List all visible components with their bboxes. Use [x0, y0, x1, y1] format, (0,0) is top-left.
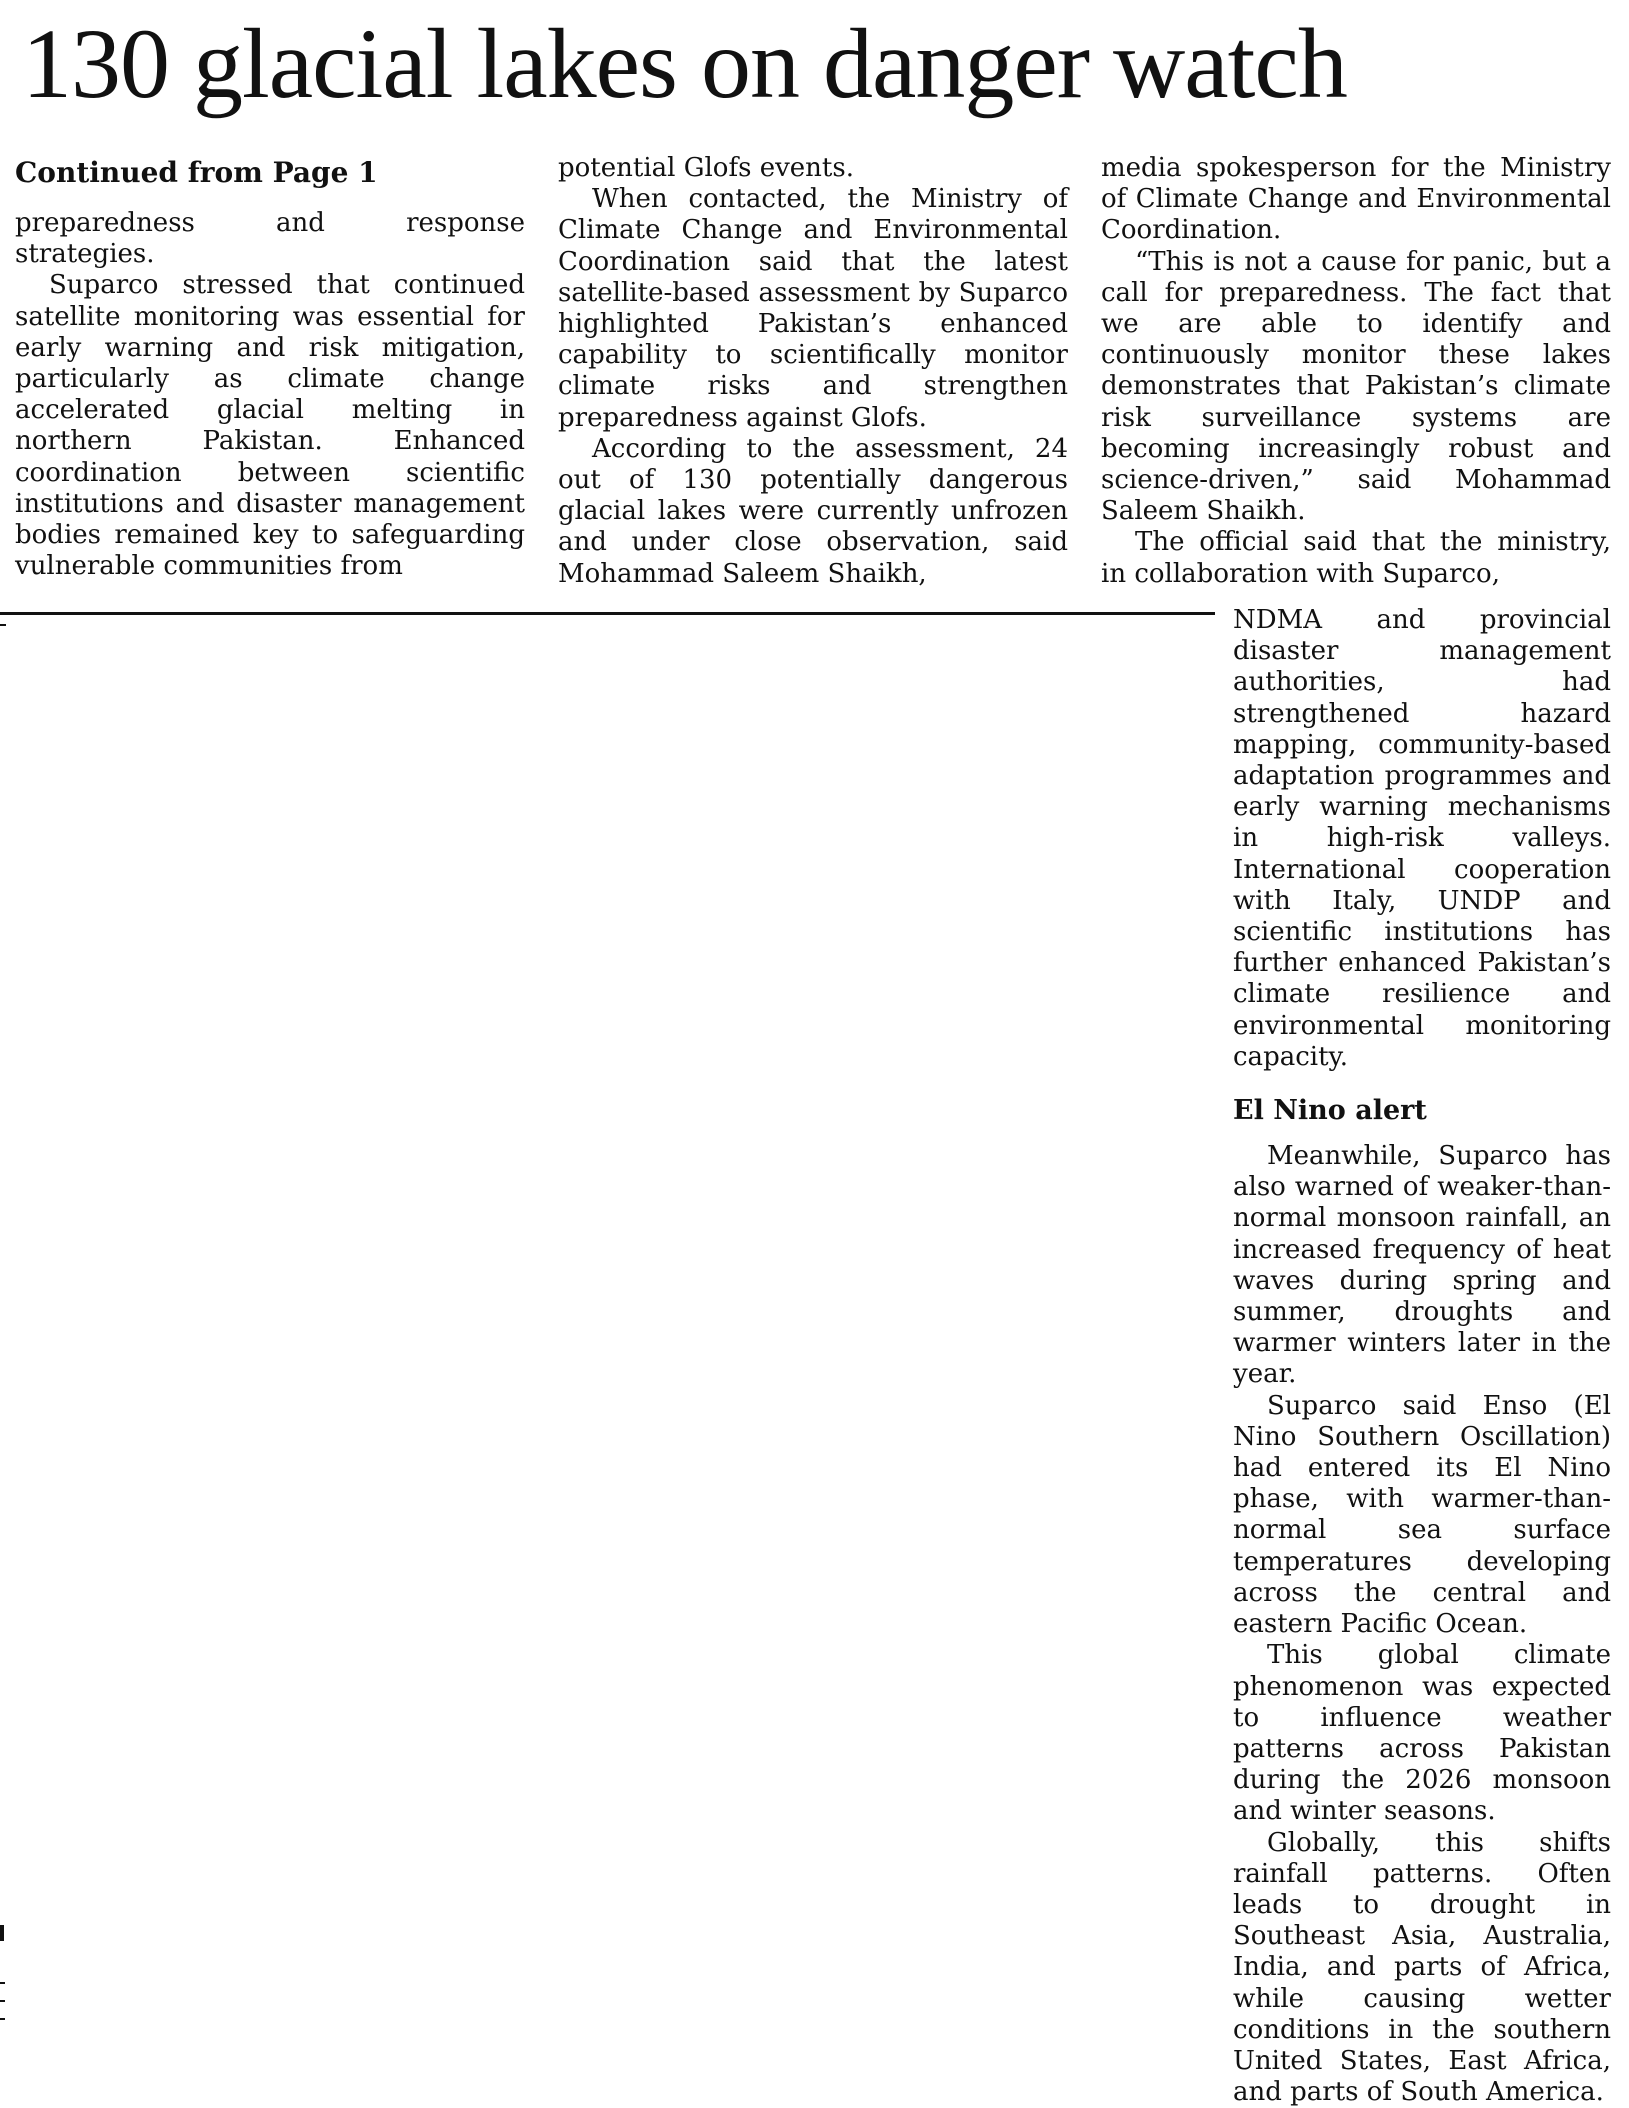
crop-mark — [0, 1982, 5, 2020]
paragraph: The official said that the ministry, in collaboration with Suparco, — [1101, 527, 1611, 589]
paragraph: potential Glofs events. — [558, 153, 854, 183]
crop-mark — [0, 1925, 4, 1941]
paragraph: Meanwhile, Suparco has also warned of weaker-than-normal monsoon rainfall, an increased frequency of heat waves during spring and summer, droughts and warmer winters later in the year. — [1233, 1141, 1611, 1390]
article-column-1 — [15, 153, 525, 582]
paragraph: preparedness and response strategies. — [15, 208, 525, 270]
article-column-2 — [558, 153, 1068, 590]
paragraph: NDMA and provincial disaster management authorities, had strengthened hazard mapping, community-based adaptation programmes and early warning mechanisms in high-risk valleys. International cooperation with Italy, UNDP and scientific institutions has further enhanced Pakistan’s climate resilience and environmental monitoring capacity. — [1233, 605, 1611, 1072]
crop-mark — [0, 624, 6, 626]
paragraph: Suparco said Enso (El Nino Southern Oscillation) had entered its El Nino phase, with warmer-than-normal sea surface temperatures developing across the central and eastern Pacific Ocean. — [1233, 1390, 1611, 1640]
paragraph: “This is not a cause for panic, but a call for preparedness. The fact that we are able to identify and continuously monitor these lakes demonstrates that Pakistan’s climate risk surveillance systems are becoming increasingly robust and science-driven,” said Mohammad Saleem Shaikh. — [1101, 246, 1611, 527]
headline: 130 glacial lakes on danger watch — [22, 8, 1347, 119]
paragraph: media spokesperson for the Ministry of Climate Change and Environmental Coordination. — [1101, 153, 1611, 246]
section-subhead: El Nino alert — [1233, 1095, 1427, 1127]
paragraph: This global climate phenomenon was expected to influence weather patterns across Pakistan during the 2026 monsoon and winter seasons. — [1233, 1640, 1611, 1827]
paragraph: Globally, this shifts rainfall patterns. Often leads to drought in Southeast Asia, Australia, India, and parts of Africa, while causing wetter conditions in the southern United States, East Africa, and parts of South America. — [1233, 1827, 1611, 2108]
paragraph: When contacted, the Ministry of Climate Change and Environmental Coordination said that the latest satellite-based assessment by Suparco highlighted Pakistan’s enhanced capability to scientifically monitor climate risks and strengthen preparedness against Glofs. — [558, 184, 1068, 433]
paragraph: According to the assessment, 24 out of 130 potentially dangerous glacial lakes were currently unfrozen and under close observation, said Mohammad Saleem Shaikh, — [558, 433, 1068, 589]
article-column-4 — [1233, 605, 1611, 2108]
article-column-3 — [1101, 153, 1611, 590]
continued-from-kicker: Continued from Page 1 — [15, 156, 378, 189]
paragraph: Suparco stressed that continued satellite monitoring was essential for early warning and risk mitigation, particularly as climate change accelerated glacial melting in northern Pakistan. Enhanced coordination between scientific institutions and disaster management bodies remained key to safeguarding vulnerable communities from — [15, 270, 525, 582]
horizontal-divider — [0, 612, 1215, 615]
